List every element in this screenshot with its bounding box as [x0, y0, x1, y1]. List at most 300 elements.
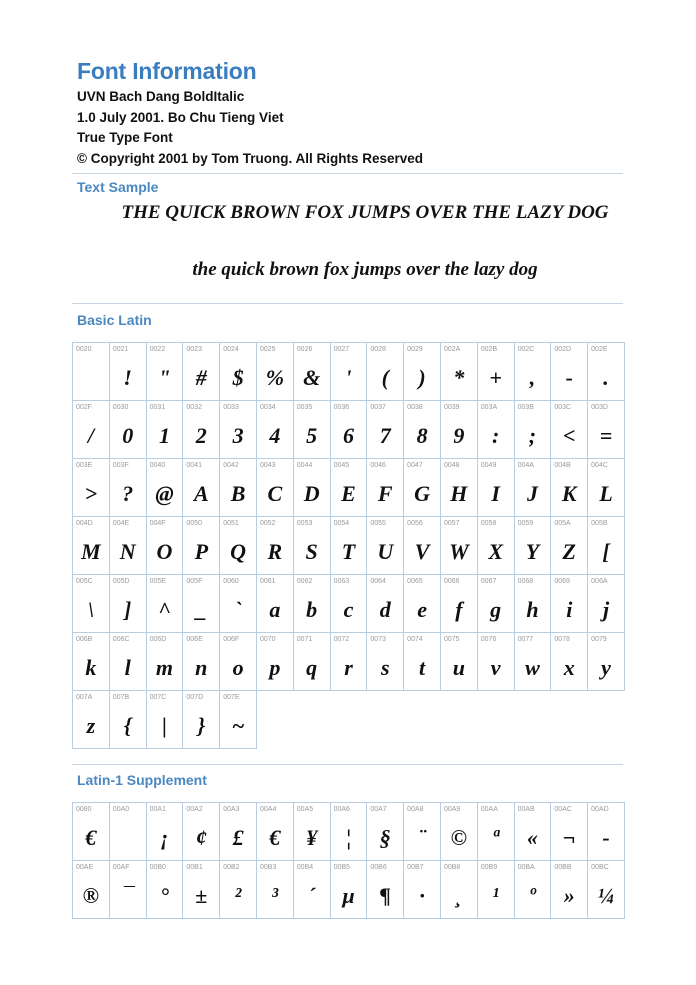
codepoint-label: 0059 — [517, 520, 534, 527]
glyph-cell — [73, 691, 110, 749]
glyph: + — [489, 365, 502, 390]
codepoint-label: 00AB — [517, 806, 535, 813]
glyph: ¢ — [195, 825, 207, 850]
codepoint-label: 005F — [186, 578, 203, 585]
glyph: n — [195, 655, 208, 680]
empty-cell — [588, 691, 625, 749]
glyph: < — [562, 423, 576, 448]
codepoint-label: 0031 — [149, 404, 166, 411]
glyph-cell — [477, 575, 514, 633]
glyph: ? — [122, 481, 134, 506]
glyph: ª — [492, 825, 499, 850]
glyph: M — [81, 539, 101, 564]
grid-row — [73, 459, 625, 517]
glyph-cell — [514, 459, 551, 517]
codepoint-label: 006D — [149, 636, 167, 643]
glyph: f — [455, 597, 463, 622]
glyph: H — [450, 481, 468, 506]
glyph-cell — [256, 803, 293, 861]
divider — [72, 764, 623, 765]
glyph-cell — [367, 459, 404, 517]
codepoint-label: 0043 — [259, 462, 276, 469]
codepoint-label: 0068 — [517, 578, 534, 585]
glyph-cell — [220, 861, 257, 919]
codepoint-label: 0042 — [223, 462, 239, 469]
glyph-cell — [220, 633, 257, 691]
glyph-cell — [330, 343, 367, 401]
codepoint-label: 003A — [480, 404, 498, 411]
section-heading-basic-latin: Basic Latin — [77, 312, 152, 328]
glyph-cell — [440, 517, 477, 575]
glyph: D — [303, 481, 320, 506]
font-info — [77, 87, 423, 169]
empty-cell — [367, 691, 404, 749]
glyph: p — [269, 655, 281, 680]
empty-cell — [551, 691, 588, 749]
codepoint-label: 0037 — [370, 404, 386, 411]
glyph: ! — [123, 365, 132, 390]
codepoint-label: 0030 — [112, 404, 129, 411]
glyph-cell — [183, 401, 220, 459]
codepoint-label: 0048 — [443, 462, 460, 469]
font-type: True Type Font — [77, 130, 173, 145]
glyph: c — [343, 597, 354, 622]
glyph-cell — [146, 861, 183, 919]
glyph: s — [380, 655, 390, 680]
glyph-cell — [256, 517, 293, 575]
glyph: 3 — [232, 423, 244, 448]
glyph-cell — [477, 459, 514, 517]
glyph: ] — [124, 597, 132, 622]
codepoint-label: 0027 — [333, 346, 350, 353]
codepoint-label: 00A4 — [259, 806, 277, 813]
glyph-cell — [109, 803, 146, 861]
codepoint-label: 004D — [76, 520, 93, 527]
codepoint-label: 0034 — [259, 404, 276, 411]
codepoint-label: 0035 — [296, 404, 313, 411]
codepoint-label: 00AA — [480, 806, 498, 813]
glyph-cell — [514, 517, 551, 575]
codepoint-label: 007C — [149, 694, 167, 701]
glyph-cell — [256, 401, 293, 459]
glyph-cell — [588, 575, 625, 633]
codepoint-label: 003B — [517, 404, 534, 411]
glyph-cell — [183, 343, 220, 401]
codepoint-label: 00B4 — [296, 864, 314, 871]
glyph-cell — [146, 575, 183, 633]
glyph: k — [85, 655, 97, 680]
glyph: ¯ — [122, 883, 134, 908]
glyph-cell — [367, 633, 404, 691]
glyph-cell — [109, 401, 146, 459]
glyph-cell — [73, 343, 110, 401]
glyph-cell — [551, 633, 588, 691]
glyph-cell — [220, 803, 257, 861]
glyph: ( — [381, 365, 389, 390]
glyph: ± — [195, 883, 208, 908]
glyph: G — [414, 481, 431, 506]
glyph-cell — [183, 459, 220, 517]
glyph: 9 — [453, 423, 465, 448]
codepoint-label: 0029 — [407, 346, 423, 353]
codepoint-label: 00B0 — [149, 864, 166, 871]
codepoint-label: 004C — [591, 462, 608, 469]
glyph: € — [269, 825, 281, 850]
codepoint-label: 0046 — [370, 462, 386, 469]
codepoint-label: 0054 — [333, 520, 350, 527]
codepoint-label: 004E — [112, 520, 130, 527]
codepoint-label: 002F — [76, 404, 92, 411]
glyph: ' — [345, 365, 352, 390]
glyph-cell — [330, 861, 367, 919]
glyph: \ — [87, 597, 94, 622]
glyph-cell — [588, 803, 625, 861]
codepoint-label: 00BB — [554, 864, 572, 871]
glyph: 7 — [379, 423, 391, 448]
grid-row — [73, 803, 625, 861]
glyph: X — [488, 539, 503, 564]
codepoint-label: 005D — [112, 578, 130, 585]
codepoint-label: 0052 — [259, 520, 276, 527]
glyph-cell — [146, 401, 183, 459]
codepoint-label: 0067 — [480, 578, 497, 585]
codepoint-label: 003F — [112, 462, 129, 469]
glyph-cell — [514, 401, 551, 459]
glyph-cell — [440, 401, 477, 459]
glyph-cell — [146, 803, 183, 861]
glyph-cell — [588, 343, 625, 401]
glyph-cell — [367, 343, 404, 401]
glyph-cell — [256, 861, 293, 919]
glyph: 0 — [122, 423, 134, 448]
glyph-cell — [404, 633, 441, 691]
codepoint-label: 00AD — [591, 806, 609, 813]
glyph: 4 — [269, 423, 281, 448]
glyph: T — [341, 539, 356, 564]
glyph: | — [162, 713, 167, 738]
glyph: ) — [418, 365, 426, 390]
codepoint-label: 0061 — [259, 578, 276, 585]
glyph-cell — [551, 459, 588, 517]
glyph-cell — [514, 575, 551, 633]
glyph: u — [452, 655, 465, 680]
glyph: 5 — [306, 423, 318, 448]
codepoint-label: 0049 — [480, 462, 497, 469]
codepoint-label: 005A — [554, 520, 571, 527]
section-heading-latin-1: Latin-1 Supplement — [77, 772, 207, 788]
codepoint-label: 0060 — [223, 578, 239, 585]
glyph: % — [265, 365, 285, 390]
glyph-cell — [330, 459, 367, 517]
glyph-cell — [404, 459, 441, 517]
glyph: ¹ — [492, 883, 499, 908]
glyph-cell — [551, 343, 588, 401]
codepoint-label: 0074 — [407, 636, 423, 643]
glyph: B — [230, 481, 246, 506]
glyph-cell — [551, 861, 588, 919]
glyph-cell — [514, 343, 551, 401]
codepoint-label: 007E — [223, 694, 240, 701]
glyph: i — [566, 597, 573, 622]
glyph: d — [379, 597, 391, 622]
codepoint-label: 00A6 — [333, 806, 350, 813]
glyph-cell — [477, 803, 514, 861]
glyph-cell — [146, 517, 183, 575]
codepoint-label: 00B9 — [480, 864, 498, 871]
codepoint-label: 004F — [149, 520, 166, 527]
glyph-cell — [440, 633, 477, 691]
glyph: ¸ — [455, 883, 463, 908]
glyph: ¼ — [597, 883, 615, 908]
glyph-cell — [440, 459, 477, 517]
glyph-cell — [330, 401, 367, 459]
font-version: 1.0 July 2001. Bo Chu Tieng Viet — [77, 109, 284, 125]
glyph-cell — [73, 517, 110, 575]
page-title: Font Information — [77, 58, 257, 84]
glyph-cell — [220, 401, 257, 459]
glyph: S — [305, 539, 318, 564]
glyph: w — [525, 655, 540, 680]
glyph: : — [492, 423, 500, 448]
glyph: £ — [232, 825, 244, 850]
glyph: V — [414, 539, 430, 564]
glyph: ¦ — [346, 825, 351, 850]
glyph: Q — [230, 539, 247, 564]
codepoint-label: 0075 — [443, 636, 460, 643]
codepoint-label: 00A5 — [296, 806, 314, 813]
codepoint-label: 0065 — [407, 578, 423, 585]
codepoint-label: 0058 — [480, 520, 497, 527]
codepoint-label: 005C — [76, 578, 93, 585]
codepoint-label: 002A — [443, 346, 461, 353]
glyph-cell — [404, 575, 441, 633]
glyph-cell — [440, 575, 477, 633]
glyph-cell — [477, 633, 514, 691]
codepoint-label: 00B5 — [333, 864, 350, 871]
codepoint-label: 0056 — [407, 520, 423, 527]
glyph: W — [449, 539, 469, 564]
codepoint-label: 005B — [591, 520, 608, 527]
glyph-cell — [330, 803, 367, 861]
codepoint-label: 004B — [554, 462, 571, 469]
glyph-cell — [256, 633, 293, 691]
glyph-cell — [367, 517, 404, 575]
glyph-cell — [293, 633, 330, 691]
codepoint-label: 0055 — [370, 520, 386, 527]
empty-cell — [256, 691, 293, 749]
glyph: § — [379, 825, 391, 850]
glyph-cell — [109, 343, 146, 401]
glyph-cell — [183, 517, 220, 575]
glyph: " — [158, 365, 171, 390]
latin-1-grid — [72, 802, 625, 919]
glyph: b — [306, 597, 318, 622]
codepoint-label: 0045 — [333, 462, 350, 469]
glyph: ° — [160, 883, 169, 908]
glyph: € — [85, 825, 97, 850]
glyph-cell — [183, 691, 220, 749]
glyph-cell — [367, 861, 404, 919]
basic-latin-grid — [72, 342, 625, 749]
codepoint-label: 003C — [554, 404, 572, 411]
codepoint-label: 007D — [186, 694, 204, 701]
codepoint-label: 00AF — [112, 864, 130, 871]
codepoint-label: 007B — [112, 694, 130, 701]
glyph-cell — [440, 803, 477, 861]
glyph-cell — [293, 575, 330, 633]
glyph: E — [341, 481, 356, 506]
empty-cell — [404, 691, 441, 749]
codepoint-label: 006F — [223, 636, 240, 643]
codepoint-label: 0077 — [517, 636, 534, 643]
glyph-cell — [551, 401, 588, 459]
glyph: Y — [525, 539, 540, 564]
font-name: UVN Bach Dang BoldItalic — [77, 89, 245, 104]
glyph-cell — [109, 575, 146, 633]
codepoint-label: 0040 — [149, 462, 166, 469]
codepoint-label: 002C — [517, 346, 535, 353]
glyph: z — [86, 713, 96, 738]
glyph: ; — [528, 423, 537, 448]
glyph: } — [197, 713, 206, 738]
glyph-cell — [109, 459, 146, 517]
codepoint-label: 002E — [591, 346, 608, 353]
glyph: 6 — [342, 423, 354, 448]
sample-uppercase: THE QUICK BROWN FOX JUMPS OVER THE LAZY DOG — [121, 202, 609, 223]
glyph-cell — [293, 803, 330, 861]
glyph: U — [377, 539, 394, 564]
codepoint-label: 0050 — [186, 520, 202, 527]
glyph: 8 — [416, 423, 428, 448]
empty-cell — [293, 691, 330, 749]
glyph: ³ — [271, 883, 279, 908]
glyph-cell — [551, 803, 588, 861]
codepoint-label: 00AE — [76, 864, 94, 871]
codepoint-label: 00B6 — [370, 864, 387, 871]
glyph-cell — [109, 633, 146, 691]
glyph: - — [565, 365, 573, 390]
codepoint-label: 0041 — [186, 462, 202, 469]
grid-row — [73, 343, 625, 401]
glyph-cell — [183, 861, 220, 919]
glyph: l — [124, 655, 131, 680]
glyph-cell — [146, 343, 183, 401]
glyph: Z — [562, 539, 576, 564]
glyph: F — [377, 481, 393, 506]
codepoint-label: 0047 — [407, 462, 423, 469]
glyph: 1 — [158, 423, 170, 448]
glyph-cell — [183, 575, 220, 633]
glyph: » — [563, 883, 575, 908]
glyph-cell — [220, 691, 257, 749]
glyph: . — [603, 365, 609, 390]
codepoint-label: 003E — [76, 462, 93, 469]
codepoint-label: 0064 — [370, 578, 386, 585]
glyph: y — [601, 655, 611, 680]
glyph: a — [269, 597, 281, 622]
codepoint-label: 0036 — [333, 404, 350, 411]
glyph-cell — [220, 575, 257, 633]
glyph-cell — [293, 343, 330, 401]
glyph: , — [529, 365, 536, 390]
glyph-cell — [588, 459, 625, 517]
glyph: [ — [602, 539, 610, 564]
glyph: - — [602, 825, 610, 850]
codepoint-label: 0051 — [223, 520, 239, 527]
divider — [72, 173, 623, 174]
glyph: v — [490, 655, 501, 680]
glyph: m — [155, 655, 174, 680]
codepoint-label: 00B3 — [259, 864, 277, 871]
glyph: A — [193, 481, 209, 506]
codepoint-label: 007A — [76, 694, 93, 701]
codepoint-label: 00BA — [517, 864, 535, 871]
glyph: N — [119, 539, 136, 564]
glyph: ` — [234, 597, 242, 622]
codepoint-label: 0070 — [259, 636, 276, 643]
glyph: R — [267, 539, 283, 564]
codepoint-label: 0026 — [296, 346, 313, 353]
codepoint-label: 005E — [149, 578, 166, 585]
codepoint-label: 0039 — [443, 404, 460, 411]
glyph-cell — [588, 401, 625, 459]
codepoint-label: 006A — [591, 578, 608, 585]
glyph-cell — [404, 517, 441, 575]
glyph-cell — [588, 861, 625, 919]
codepoint-label: 00B2 — [223, 864, 240, 871]
codepoint-label: 0022 — [149, 346, 166, 353]
codepoint-label: 0033 — [223, 404, 239, 411]
glyph: C — [267, 481, 283, 506]
glyph: { — [123, 713, 132, 738]
glyph-cell — [404, 401, 441, 459]
grid-row — [73, 861, 625, 919]
codepoint-label: 006C — [112, 636, 130, 643]
codepoint-label: 006B — [76, 636, 93, 643]
codepoint-label: 0080 — [76, 806, 92, 813]
glyph: © — [450, 825, 468, 850]
empty-cell — [477, 691, 514, 749]
glyph-cell — [256, 459, 293, 517]
glyph-cell — [73, 575, 110, 633]
glyph: r — [344, 655, 353, 680]
codepoint-label: 0076 — [480, 636, 497, 643]
codepoint-label: 0025 — [259, 346, 276, 353]
glyph: q — [306, 655, 318, 680]
font-copyright: © Copyright 2001 by Tom Truong. All Rights Reserved — [77, 150, 424, 166]
codepoint-label: 0032 — [186, 404, 202, 411]
codepoint-label: 0038 — [407, 404, 423, 411]
codepoint-label: 00AC — [554, 806, 572, 813]
glyph-cell — [220, 459, 257, 517]
glyph: P — [194, 539, 209, 564]
glyph: / — [87, 423, 94, 448]
glyph-cell — [73, 861, 110, 919]
codepoint-label: 0021 — [112, 346, 129, 353]
codepoint-label: 00B8 — [443, 864, 461, 871]
glyph-cell — [146, 633, 183, 691]
glyph-cell — [293, 401, 330, 459]
codepoint-label: 0028 — [370, 346, 386, 353]
glyph: « — [526, 825, 538, 850]
codepoint-label: 0024 — [223, 346, 239, 353]
glyph-cell — [256, 343, 293, 401]
codepoint-label: 00A0 — [112, 806, 130, 813]
glyph-cell — [404, 803, 441, 861]
codepoint-label: 0071 — [296, 636, 313, 643]
glyph-cell — [293, 517, 330, 575]
glyph-cell — [477, 861, 514, 919]
